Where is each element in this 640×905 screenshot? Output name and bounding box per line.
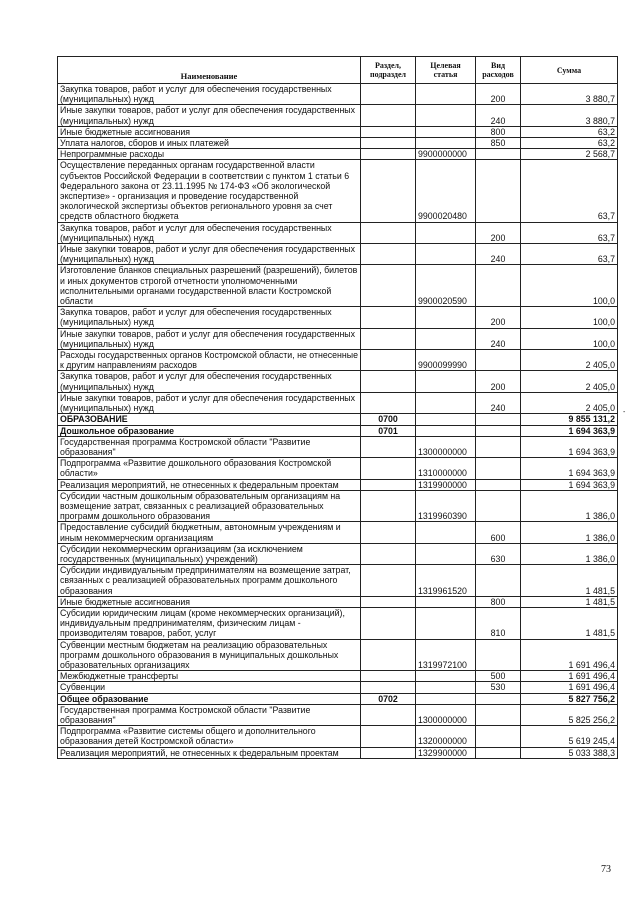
cell-section bbox=[361, 704, 416, 725]
cell-name: Субсидии некоммерческим организациям (за исключением государственных (муниципальных) учреждений) bbox=[58, 543, 361, 564]
cell-name: Государственная программа Костромской области "Развитие образования" bbox=[58, 704, 361, 725]
cell-section bbox=[361, 265, 416, 307]
cell-sum: 63,2 bbox=[521, 126, 618, 137]
cell-type bbox=[476, 704, 521, 725]
cell-section bbox=[361, 84, 416, 105]
table-row bbox=[58, 639, 618, 671]
cell-target bbox=[416, 522, 476, 543]
table-row bbox=[58, 436, 618, 457]
cell-target bbox=[416, 126, 476, 137]
cell-target bbox=[416, 105, 476, 126]
cell-section bbox=[361, 747, 416, 758]
cell-sum: 1 694 363,9 bbox=[521, 458, 618, 479]
table-row bbox=[58, 350, 618, 371]
cell-sum: 1 694 363,9 bbox=[521, 479, 618, 490]
cell-type: 240 bbox=[476, 105, 521, 126]
cell-sum: 2 568,7 bbox=[521, 149, 618, 160]
cell-target bbox=[416, 222, 476, 243]
cell-type bbox=[476, 350, 521, 371]
cell-name: Уплата налогов, сборов и иных платежей bbox=[58, 138, 361, 149]
cell-sum: 9 855 131,2 bbox=[521, 414, 618, 425]
cell-target: 1300000000 bbox=[416, 436, 476, 457]
cell-name: Иные закупки товаров, работ и услуг для обеспечения государственных (муниципальных) нужд bbox=[58, 392, 361, 413]
cell-type: 200 bbox=[476, 84, 521, 105]
cell-type: 200 bbox=[476, 371, 521, 392]
cell-type bbox=[476, 747, 521, 758]
cell-sum: 1 481,5 bbox=[521, 607, 618, 639]
cell-sum: 1 691 496,4 bbox=[521, 639, 618, 671]
table-row bbox=[58, 693, 618, 704]
cell-name: Осуществление переданных органам государственной власти субъектов Российской Федерации в соответствии с пунктом 1 статьи 6 Федерального закона от 23.11.1995 № 174-ФЗ «Об экологической экспертизе» - организация и проведение государственной экологической экспертизы объектов регионального уровня за счет средств областного бюджета bbox=[58, 160, 361, 222]
cell-sum: 5 619 245,4 bbox=[521, 726, 618, 747]
cell-name: Субвенции bbox=[58, 682, 361, 693]
cell-target bbox=[416, 607, 476, 639]
cell-name: Иные закупки товаров, работ и услуг для обеспечения государственных (муниципальных) нужд bbox=[58, 244, 361, 265]
cell-name: Реализация мероприятий, не отнесенных к федеральным проектам bbox=[58, 747, 361, 758]
table-row bbox=[58, 307, 618, 328]
cell-sum: 5 827 756,2 bbox=[521, 693, 618, 704]
cell-sum: 5 033 388,3 bbox=[521, 747, 618, 758]
cell-name: Общее образование bbox=[58, 693, 361, 704]
cell-section bbox=[361, 682, 416, 693]
cell-section bbox=[361, 138, 416, 149]
cell-sum: 1 691 496,4 bbox=[521, 671, 618, 682]
cell-target bbox=[416, 693, 476, 704]
cell-type: 200 bbox=[476, 222, 521, 243]
cell-target bbox=[416, 244, 476, 265]
table-row bbox=[58, 607, 618, 639]
table-row bbox=[58, 671, 618, 682]
header-name: Наименование bbox=[58, 57, 361, 84]
table-row bbox=[58, 425, 618, 436]
cell-section bbox=[361, 639, 416, 671]
cell-name: Иные бюджетные ассигнования bbox=[58, 596, 361, 607]
cell-target: 1319960390 bbox=[416, 490, 476, 522]
cell-sum: 2 405,0 bbox=[521, 371, 618, 392]
header-type: Вид расходов bbox=[476, 57, 521, 84]
table-row bbox=[58, 138, 618, 149]
cell-sum: 5 825 256,2 bbox=[521, 704, 618, 725]
cell-section bbox=[361, 726, 416, 747]
table-row bbox=[58, 244, 618, 265]
cell-name: Межбюджетные трансферты bbox=[58, 671, 361, 682]
cell-name: Предоставление субсидий бюджетным, автономным учреждениям и иным некоммерческим организациям bbox=[58, 522, 361, 543]
cell-type bbox=[476, 425, 521, 436]
cell-type bbox=[476, 479, 521, 490]
cell-sum: 1 694 363,9 bbox=[521, 425, 618, 436]
cell-name: Изготовление бланков специальных разрешений (разрешений), билетов и иных документов строгой отчетности уполномоченными исполнительными органами государственной власти Костромской области bbox=[58, 265, 361, 307]
header-target: Целевая статья bbox=[416, 57, 476, 84]
cell-section bbox=[361, 436, 416, 457]
table-row bbox=[58, 490, 618, 522]
table-row bbox=[58, 704, 618, 725]
cell-name: Непрограммные расходы bbox=[58, 149, 361, 160]
cell-type: 630 bbox=[476, 543, 521, 564]
cell-sum: 1 386,0 bbox=[521, 543, 618, 564]
cell-section bbox=[361, 371, 416, 392]
cell-sum: 100,0 bbox=[521, 328, 618, 349]
cell-section bbox=[361, 126, 416, 137]
cell-section bbox=[361, 607, 416, 639]
table-row bbox=[58, 371, 618, 392]
cell-sum: 63,7 bbox=[521, 160, 618, 222]
cell-name: Иные закупки товаров, работ и услуг для обеспечения государственных (муниципальных) нужд bbox=[58, 105, 361, 126]
margin-mark: - bbox=[623, 409, 626, 416]
cell-type: 200 bbox=[476, 307, 521, 328]
cell-type bbox=[476, 265, 521, 307]
cell-sum: 1 386,0 bbox=[521, 490, 618, 522]
cell-type bbox=[476, 160, 521, 222]
cell-target: 1319961520 bbox=[416, 565, 476, 597]
cell-section bbox=[361, 458, 416, 479]
table-row bbox=[58, 565, 618, 597]
cell-type: 240 bbox=[476, 392, 521, 413]
cell-sum: 2 405,0 bbox=[521, 392, 618, 413]
table-row bbox=[58, 265, 618, 307]
cell-type bbox=[476, 458, 521, 479]
cell-name: Субсидии частным дошкольным образовательным организациям на возмещение затрат, связанных с реализацией образовательных программ дошкольного образования bbox=[58, 490, 361, 522]
cell-sum: 63,7 bbox=[521, 222, 618, 243]
cell-name: Закупка товаров, работ и услуг для обеспечения государственных (муниципальных) нужд bbox=[58, 84, 361, 105]
cell-name: Закупка товаров, работ и услуг для обеспечения государственных (муниципальных) нужд bbox=[58, 222, 361, 243]
cell-target bbox=[416, 682, 476, 693]
budget-table bbox=[57, 56, 618, 759]
cell-type: 240 bbox=[476, 244, 521, 265]
cell-type: 810 bbox=[476, 607, 521, 639]
table-row bbox=[58, 414, 618, 425]
cell-section bbox=[361, 671, 416, 682]
cell-type: 500 bbox=[476, 671, 521, 682]
cell-type: 240 bbox=[476, 328, 521, 349]
cell-sum: 1 386,0 bbox=[521, 522, 618, 543]
table-row bbox=[58, 126, 618, 137]
cell-name: ОБРАЗОВАНИЕ bbox=[58, 414, 361, 425]
cell-type: 530 bbox=[476, 682, 521, 693]
cell-section bbox=[361, 222, 416, 243]
cell-target bbox=[416, 425, 476, 436]
cell-target bbox=[416, 371, 476, 392]
cell-section bbox=[361, 392, 416, 413]
cell-type bbox=[476, 639, 521, 671]
cell-section bbox=[361, 522, 416, 543]
cell-target bbox=[416, 138, 476, 149]
cell-section bbox=[361, 350, 416, 371]
cell-sum: 63,2 bbox=[521, 138, 618, 149]
cell-target: 9900020590 bbox=[416, 265, 476, 307]
cell-target bbox=[416, 671, 476, 682]
cell-section bbox=[361, 244, 416, 265]
cell-name: Иные закупки товаров, работ и услуг для обеспечения государственных (муниципальных) нужд bbox=[58, 328, 361, 349]
cell-target bbox=[416, 328, 476, 349]
table-row bbox=[58, 596, 618, 607]
cell-type: 800 bbox=[476, 596, 521, 607]
cell-section bbox=[361, 490, 416, 522]
table-row bbox=[58, 479, 618, 490]
cell-type: 800 bbox=[476, 126, 521, 137]
cell-type bbox=[476, 726, 521, 747]
header-section: Раздел, подраздел bbox=[361, 57, 416, 84]
page-number: 73 bbox=[601, 864, 611, 875]
cell-sum: 1 691 496,4 bbox=[521, 682, 618, 693]
cell-target bbox=[416, 307, 476, 328]
cell-name: Расходы государственных органов Костромской области, не отнесенные к другим направлениям расходов bbox=[58, 350, 361, 371]
cell-section bbox=[361, 565, 416, 597]
table-row bbox=[58, 222, 618, 243]
cell-section bbox=[361, 160, 416, 222]
cell-target: 9900099990 bbox=[416, 350, 476, 371]
cell-target: 1329900000 bbox=[416, 747, 476, 758]
cell-name: Закупка товаров, работ и услуг для обеспечения государственных (муниципальных) нужд bbox=[58, 371, 361, 392]
cell-target: 1320000000 bbox=[416, 726, 476, 747]
cell-name: Подпрограмма «Развитие дошкольного образования Костромской области» bbox=[58, 458, 361, 479]
table-row bbox=[58, 543, 618, 564]
cell-type bbox=[476, 490, 521, 522]
cell-type: 850 bbox=[476, 138, 521, 149]
cell-sum: 3 880,7 bbox=[521, 84, 618, 105]
cell-sum: 1 481,5 bbox=[521, 596, 618, 607]
table-row bbox=[58, 522, 618, 543]
cell-sum: 2 405,0 bbox=[521, 350, 618, 371]
cell-name: Субсидии юридическим лицам (кроме некоммерческих организаций), индивидуальным предпринимателям, физическим лицам - производителям товаров, работ, услуг bbox=[58, 607, 361, 639]
cell-section bbox=[361, 479, 416, 490]
cell-section bbox=[361, 149, 416, 160]
table-row bbox=[58, 747, 618, 758]
cell-name: Дошкольное образование bbox=[58, 425, 361, 436]
cell-name: Субсидии индивидуальным предпринимателям на возмещение затрат, связанных с реализацией образовательных программ дошкольного образования bbox=[58, 565, 361, 597]
cell-target: 1319972100 bbox=[416, 639, 476, 671]
table-row bbox=[58, 458, 618, 479]
cell-section bbox=[361, 105, 416, 126]
header-sum: Сумма bbox=[521, 57, 618, 84]
cell-target bbox=[416, 84, 476, 105]
table-header-row bbox=[58, 57, 618, 84]
cell-sum: 63,7 bbox=[521, 244, 618, 265]
cell-target: 1310000000 bbox=[416, 458, 476, 479]
table-row bbox=[58, 84, 618, 105]
cell-name: Иные бюджетные ассигнования bbox=[58, 126, 361, 137]
cell-type bbox=[476, 565, 521, 597]
cell-section: 0702 bbox=[361, 693, 416, 704]
cell-target bbox=[416, 543, 476, 564]
cell-target: 1319900000 bbox=[416, 479, 476, 490]
cell-type bbox=[476, 149, 521, 160]
cell-type bbox=[476, 436, 521, 457]
cell-target: 9900000000 bbox=[416, 149, 476, 160]
cell-sum: 1 481,5 bbox=[521, 565, 618, 597]
table-row bbox=[58, 328, 618, 349]
cell-target bbox=[416, 392, 476, 413]
cell-type: 600 bbox=[476, 522, 521, 543]
table-body bbox=[58, 84, 618, 759]
cell-sum: 1 694 363,9 bbox=[521, 436, 618, 457]
cell-section bbox=[361, 596, 416, 607]
cell-section: 0700 bbox=[361, 414, 416, 425]
cell-target: 9900020480 bbox=[416, 160, 476, 222]
table-row bbox=[58, 149, 618, 160]
cell-target bbox=[416, 414, 476, 425]
table-row bbox=[58, 726, 618, 747]
cell-name: Реализация мероприятий, не отнесенных к федеральным проектам bbox=[58, 479, 361, 490]
table-row bbox=[58, 682, 618, 693]
cell-name: Субвенции местным бюджетам на реализацию образовательных программ дошкольного образования в муниципальных дошкольных образовательных организациях bbox=[58, 639, 361, 671]
cell-section: 0701 bbox=[361, 425, 416, 436]
cell-section bbox=[361, 307, 416, 328]
cell-section bbox=[361, 543, 416, 564]
cell-target: 1300000000 bbox=[416, 704, 476, 725]
cell-sum: 3 880,7 bbox=[521, 105, 618, 126]
cell-name: Государственная программа Костромской области "Развитие образования" bbox=[58, 436, 361, 457]
cell-name: Закупка товаров, работ и услуг для обеспечения государственных (муниципальных) нужд bbox=[58, 307, 361, 328]
cell-target bbox=[416, 596, 476, 607]
cell-type bbox=[476, 693, 521, 704]
cell-sum: 100,0 bbox=[521, 265, 618, 307]
table-row bbox=[58, 160, 618, 222]
cell-name: Подпрограмма «Развитие системы общего и дополнительного образования детей Костромской области» bbox=[58, 726, 361, 747]
cell-type bbox=[476, 414, 521, 425]
table-row bbox=[58, 105, 618, 126]
table-row bbox=[58, 392, 618, 413]
cell-section bbox=[361, 328, 416, 349]
cell-sum: 100,0 bbox=[521, 307, 618, 328]
